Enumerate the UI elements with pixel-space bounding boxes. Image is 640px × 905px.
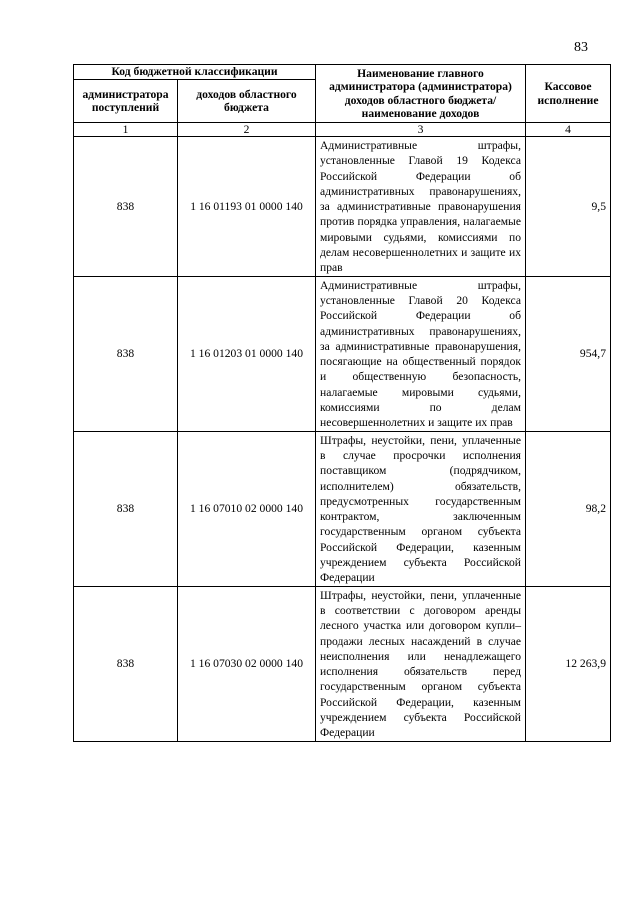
income-code-cell: 1 16 07030 02 0000 140 bbox=[178, 586, 316, 741]
table-row bbox=[74, 586, 611, 741]
column-number-3: 3 bbox=[316, 123, 526, 137]
amount-cell: 98,2 bbox=[526, 431, 611, 586]
column-number-2: 2 bbox=[178, 123, 316, 137]
table-row bbox=[74, 137, 611, 277]
column-number-1: 1 bbox=[74, 123, 178, 137]
admin-code-cell: 838 bbox=[74, 276, 178, 431]
header-amount-column: Кассовое исполнение bbox=[526, 65, 611, 123]
column-number-4: 4 bbox=[526, 123, 611, 137]
header-budget-classification: Код бюджетной классификации bbox=[74, 65, 316, 80]
amount-cell: 954,7 bbox=[526, 276, 611, 431]
admin-code-cell: 838 bbox=[74, 586, 178, 741]
header-admin-column: администратора поступлений bbox=[74, 80, 178, 123]
income-name-cell: Административные штрафы, установленные Главой 20 Кодекса Российской Федерации об административных правонарушениях, за административные правонарушения, посягающие на общественный порядок и общественную безопасность, налагаемые мировыми судьями, комиссиями по делам несовершеннолетних и защите их прав bbox=[316, 276, 526, 431]
table-row bbox=[74, 431, 611, 586]
budget-table bbox=[73, 64, 611, 742]
income-code-cell: 1 16 01203 01 0000 140 bbox=[178, 276, 316, 431]
admin-code-cell: 838 bbox=[74, 137, 178, 277]
income-name-cell: Административные штрафы, установленные Главой 19 Кодекса Российской Федерации об административных правонарушениях, за административные правонарушения против порядка управления, налагаемые мировыми судьями, комиссиями по делам несовершеннолетних и защите их прав bbox=[316, 137, 526, 277]
income-code-cell: 1 16 01193 01 0000 140 bbox=[178, 137, 316, 277]
header-name-column: Наименование главного администратора (администратора) доходов областного бюджета/ наименование доходов bbox=[316, 65, 526, 123]
income-code-cell: 1 16 07010 02 0000 140 bbox=[178, 431, 316, 586]
income-name-cell: Штрафы, неустойки, пени, уплаченные в случае просрочки исполнения поставщиком (подрядчиком, исполнителем) обязательств, предусмотренных государственным контрактом, заключенным государственным органом субъекта Российской Федерации, казенным учреждением субъекта Российской Федерации bbox=[316, 431, 526, 586]
income-name-cell: Штрафы, неустойки, пени, уплаченные в соответствии с договором аренды лесного участка или договором купли–продажи лесных насаждений в случае неисполнения или ненадлежащего исполнения обязательств перед государственным органом субъекта Российской Федерации, казенным учреждением субъекта Российской Федерации bbox=[316, 586, 526, 741]
page-number: 83 bbox=[574, 40, 588, 55]
admin-code-cell: 838 bbox=[74, 431, 178, 586]
header-income-column: доходов областного бюджета bbox=[178, 80, 316, 123]
table-row bbox=[74, 276, 611, 431]
amount-cell: 9,5 bbox=[526, 137, 611, 277]
amount-cell: 12 263,9 bbox=[526, 586, 611, 741]
